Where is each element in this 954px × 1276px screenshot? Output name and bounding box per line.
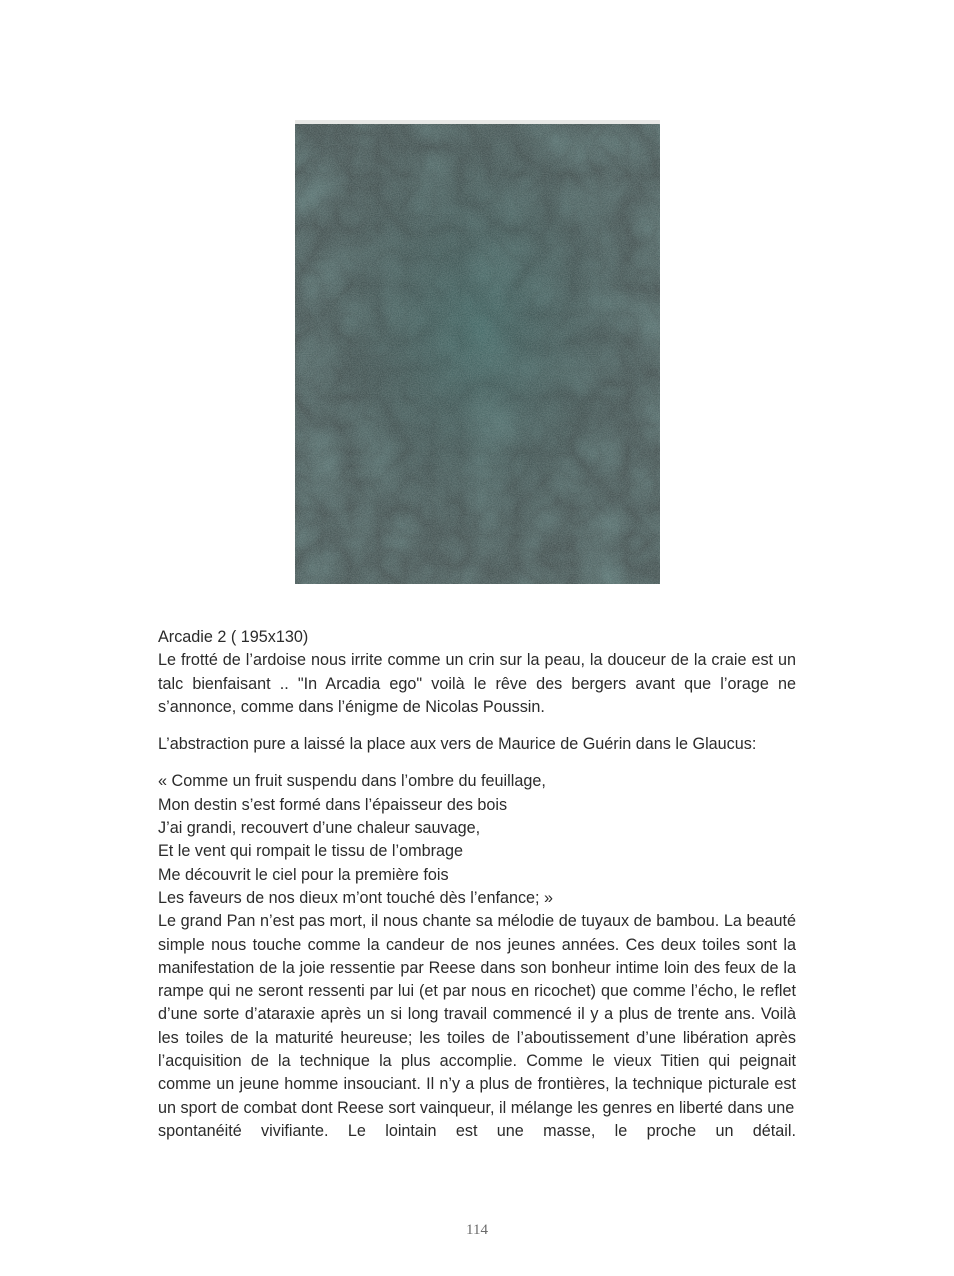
poem-line: Et le vent qui rompait le tissu de l’ombrage <box>158 842 464 861</box>
painting-canvas <box>295 120 660 584</box>
paragraph-abstraction: L’abstraction pure a laissé la place aux vers de Maurice de Guérin dans le Glaucus: <box>158 735 757 754</box>
poem-quote <box>158 770 796 910</box>
poem-line: Les faveurs de nos dieux m’ont touché dès l’enfance; » <box>158 888 554 907</box>
poem-line: « Comme un fruit suspendu dans l’ombre du feuillage, <box>158 772 546 791</box>
paragraph-pan: Le grand Pan n’est pas mort, il nous chante sa mélodie de tuyaux de bambou. La beauté simple nous touche comme la candeur de nos jeunes années. Ces deux toiles sont la manifestation de la joie ressentie par Reese dans son bonheur intime loin des feux de la rampe qui ne seront ressenti par lui (et par nous en ricochet) que comme l’écho, le reflet d’une sorte d’ataraxie après un si long travail commencé il y a plus de trente ans. Voilà les toiles de la maturité heureuse; les toiles de l’aboutissement d’une libération après l’acquisition de la technique la plus accomplie. Comme le vieux Titien qui peignait comme un jeune homme insouciant. Il n’y a plus de frontières, la technique picturale est un sport de combat dont Reese sort vainqueur, il mélange les genres en liberté dans une <box>158 912 796 1117</box>
poem-line: Mon destin s’est formé dans l’épaisseur des bois <box>158 795 508 814</box>
page-number: 114 <box>466 1222 488 1238</box>
poem-line: Me découvrit le ciel pour la première fois <box>158 865 449 884</box>
poem-line: J’ai grandi, recouvert d’une chaleur sauvage, <box>158 819 481 838</box>
paragraph-pan-last-line: spontanéité vivifiante. Le lointain est une masse, le proche un détail. <box>158 1121 796 1140</box>
paragraph-intro: Le frotté de l’ardoise nous irrite comme un crin sur la peau, la douceur de la craie est un talc bienfaisant .. "In Arcadia ego" voilà le rêve des bergers avant que l’orage ne s’annonce, comme dans l’énigme de Nicolas Poussin. <box>158 651 796 716</box>
article-text <box>158 626 796 1143</box>
caption-title: Arcadie 2 ( 195x130) <box>158 628 309 646</box>
painting-image <box>295 120 660 584</box>
